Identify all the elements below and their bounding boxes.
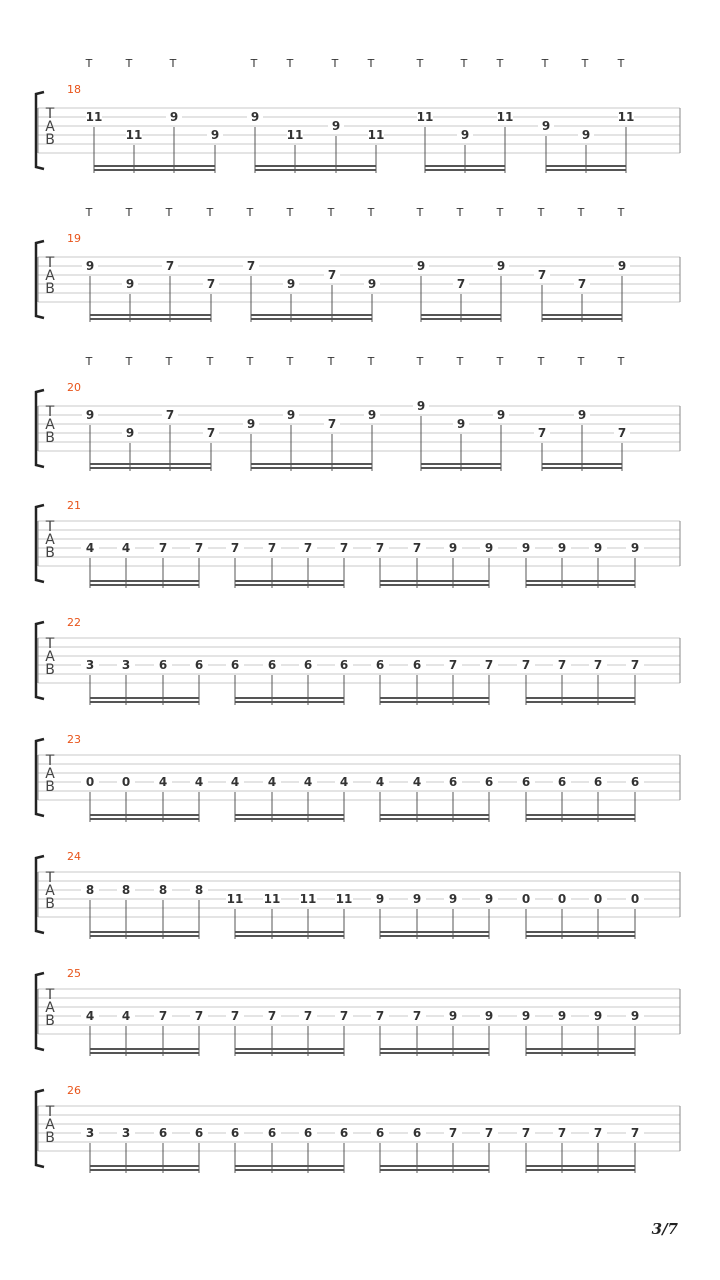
measure-number: 25 [67, 967, 81, 980]
system-bracket [36, 856, 44, 933]
fret-number: 9 [246, 417, 256, 431]
fret-number: 7 [617, 426, 627, 440]
fret-number: 9 [85, 408, 95, 422]
system-bracket [36, 622, 44, 699]
fret-number: 7 [303, 541, 313, 555]
fret-number: 7 [375, 541, 385, 555]
fret-number: 11 [335, 892, 353, 906]
fret-number: 4 [158, 775, 168, 789]
tap-marker: T [169, 57, 177, 70]
fret-number: 8 [194, 883, 204, 897]
fret-number: 6 [630, 775, 640, 789]
fret-number: 4 [267, 775, 277, 789]
fret-number: 6 [557, 775, 567, 789]
tab-clef-letter: A [45, 883, 55, 899]
fret-number: 9 [286, 408, 296, 422]
fret-number: 9 [375, 892, 385, 906]
fret-number: 7 [557, 1126, 567, 1140]
tab-clef-letter: B [45, 281, 55, 297]
fret-number: 6 [484, 775, 494, 789]
fret-number: 9 [448, 541, 458, 555]
fret-number: 3 [85, 1126, 95, 1140]
fret-number: 9 [412, 892, 422, 906]
fret-number: 9 [521, 541, 531, 555]
tap-marker: T [286, 57, 294, 70]
tap-marker: T [496, 206, 504, 219]
fret-number: 4 [121, 1009, 131, 1023]
page-number: 3/7 [651, 1220, 678, 1238]
system-bracket [36, 973, 44, 1050]
system-20 [36, 355, 680, 471]
tab-clef-letter: T [45, 519, 55, 535]
fret-number: 7 [537, 268, 547, 282]
fret-number: 7 [165, 408, 175, 422]
fret-number: 9 [367, 408, 377, 422]
fret-number: 7 [484, 1126, 494, 1140]
fret-number: 11 [617, 110, 635, 124]
tab-clef-letter: B [45, 1013, 55, 1029]
tap-marker: T [206, 355, 214, 368]
fret-number: 9 [484, 892, 494, 906]
fret-number: 11 [85, 110, 103, 124]
fret-number: 4 [194, 775, 204, 789]
fret-number: 7 [194, 541, 204, 555]
tab-clef-letter: T [45, 636, 55, 652]
fret-number: 6 [194, 1126, 204, 1140]
measure-number: 20 [67, 381, 81, 394]
fret-number: 9 [541, 119, 551, 133]
fret-number: 7 [206, 277, 216, 291]
fret-number: 6 [448, 775, 458, 789]
tab-clef-letter: A [45, 119, 55, 135]
tap-marker: T [617, 355, 625, 368]
fret-number: 7 [448, 658, 458, 672]
system-21 [36, 499, 680, 588]
system-22 [36, 616, 680, 705]
fret-number: 3 [85, 658, 95, 672]
measure-number: 24 [67, 850, 81, 863]
fret-number: 7 [158, 1009, 168, 1023]
fret-number: 9 [630, 541, 640, 555]
fret-number: 8 [121, 883, 131, 897]
tap-marker: T [367, 57, 375, 70]
fret-number: 8 [158, 883, 168, 897]
measure-number: 19 [67, 232, 81, 245]
tap-marker: T [367, 355, 375, 368]
fret-number: 7 [537, 426, 547, 440]
measure-number: 21 [67, 499, 81, 512]
fret-number: 9 [630, 1009, 640, 1023]
fret-number: 4 [85, 1009, 95, 1023]
tab-clef-letter: A [45, 417, 55, 433]
tap-marker: T [577, 206, 585, 219]
fret-number: 9 [593, 1009, 603, 1023]
tap-marker: T [537, 355, 545, 368]
tab-clef-letter: A [45, 766, 55, 782]
fret-number: 7 [630, 658, 640, 672]
fret-number: 7 [630, 1126, 640, 1140]
measure-number: 23 [67, 733, 81, 746]
system-24 [36, 850, 680, 939]
fret-number: 7 [206, 426, 216, 440]
tap-marker: T [165, 206, 173, 219]
fret-number: 6 [339, 1126, 349, 1140]
tap-marker: T [416, 57, 424, 70]
fret-number: 3 [121, 1126, 131, 1140]
fret-number: 9 [125, 426, 135, 440]
tap-marker: T [246, 355, 254, 368]
fret-number: 6 [412, 658, 422, 672]
fret-number: 7 [267, 1009, 277, 1023]
tab-clef-letter: B [45, 545, 55, 561]
fret-number: 6 [339, 658, 349, 672]
fret-number: 9 [617, 259, 627, 273]
tap-marker: T [286, 355, 294, 368]
fret-number: 0 [121, 775, 131, 789]
tap-marker: T [327, 355, 335, 368]
fret-number: 9 [521, 1009, 531, 1023]
fret-number: 9 [416, 399, 426, 413]
fret-number: 4 [121, 541, 131, 555]
fret-number: 7 [327, 268, 337, 282]
tab-clef-letter: B [45, 896, 55, 912]
system-bracket [36, 505, 44, 582]
measure-number: 26 [67, 1084, 81, 1097]
tap-marker: T [577, 355, 585, 368]
fret-number: 7 [230, 1009, 240, 1023]
fret-number: 9 [484, 541, 494, 555]
tap-marker: T [456, 206, 464, 219]
fret-number: 7 [593, 1126, 603, 1140]
fret-number: 7 [339, 1009, 349, 1023]
fret-number: 9 [460, 128, 470, 142]
fret-number: 6 [230, 1126, 240, 1140]
tap-marker: T [617, 206, 625, 219]
fret-number: 7 [194, 1009, 204, 1023]
tap-marker: T [125, 57, 133, 70]
fret-number: 6 [412, 1126, 422, 1140]
fret-number: 9 [286, 277, 296, 291]
tap-marker: T [617, 57, 625, 70]
fret-number: 6 [158, 1126, 168, 1140]
fret-number: 0 [557, 892, 567, 906]
tab-clef-letter: T [45, 987, 55, 1003]
tab-clef-letter: A [45, 649, 55, 665]
fret-number: 9 [484, 1009, 494, 1023]
system-bracket [36, 241, 44, 318]
fret-number: 6 [375, 1126, 385, 1140]
tab-clef-letter: A [45, 532, 55, 548]
fret-number: 9 [250, 110, 260, 124]
tap-marker: T [125, 206, 133, 219]
fret-number: 9 [496, 408, 506, 422]
fret-number: 9 [557, 1009, 567, 1023]
fret-number: 11 [416, 110, 434, 124]
fret-number: 7 [303, 1009, 313, 1023]
fret-number: 7 [246, 259, 256, 273]
tap-marker: T [456, 355, 464, 368]
fret-number: 4 [230, 775, 240, 789]
fret-number: 7 [484, 658, 494, 672]
fret-number: 11 [263, 892, 281, 906]
system-23 [36, 733, 680, 822]
system-25 [36, 967, 680, 1056]
tap-marker: T [537, 206, 545, 219]
fret-number: 11 [125, 128, 143, 142]
tab-clef-letter: T [45, 753, 55, 769]
fret-number: 6 [303, 1126, 313, 1140]
fret-number: 11 [286, 128, 304, 142]
fret-number: 4 [375, 775, 385, 789]
fret-number: 7 [521, 1126, 531, 1140]
fret-number: 4 [303, 775, 313, 789]
fret-number: 0 [85, 775, 95, 789]
fret-number: 7 [327, 417, 337, 431]
fret-number: 11 [367, 128, 385, 142]
fret-number: 9 [85, 259, 95, 273]
fret-number: 7 [165, 259, 175, 273]
tab-clef-letter: B [45, 430, 55, 446]
fret-number: 6 [267, 658, 277, 672]
tab-clef-letter: A [45, 1000, 55, 1016]
tap-marker: T [496, 355, 504, 368]
tap-marker: T [250, 57, 258, 70]
fret-number: 7 [412, 541, 422, 555]
system-bracket [36, 92, 44, 169]
system-bracket [36, 390, 44, 467]
system-18 [36, 57, 680, 173]
fret-number: 6 [158, 658, 168, 672]
fret-number: 7 [557, 658, 567, 672]
tab-clef-letter: T [45, 870, 55, 886]
fret-number: 7 [375, 1009, 385, 1023]
fret-number: 7 [448, 1126, 458, 1140]
fret-number: 9 [331, 119, 341, 133]
tap-marker: T [416, 206, 424, 219]
fret-number: 9 [496, 259, 506, 273]
tab-clef-letter: T [45, 1104, 55, 1120]
tap-marker: T [496, 57, 504, 70]
fret-number: 11 [496, 110, 514, 124]
fret-number: 7 [158, 541, 168, 555]
fret-number: 9 [557, 541, 567, 555]
fret-number: 6 [303, 658, 313, 672]
tap-marker: T [541, 57, 549, 70]
fret-number: 0 [630, 892, 640, 906]
system-bracket [36, 739, 44, 816]
tap-marker: T [331, 57, 339, 70]
fret-number: 7 [267, 541, 277, 555]
tab-clef-letter: T [45, 106, 55, 122]
tap-marker: T [327, 206, 335, 219]
fret-number: 9 [456, 417, 466, 431]
fret-number: 3 [121, 658, 131, 672]
fret-number: 7 [521, 658, 531, 672]
fret-number: 9 [593, 541, 603, 555]
fret-number: 9 [125, 277, 135, 291]
fret-number: 9 [448, 892, 458, 906]
measure-number: 22 [67, 616, 81, 629]
fret-number: 6 [593, 775, 603, 789]
tab-clef-letter: T [45, 404, 55, 420]
fret-number: 6 [194, 658, 204, 672]
fret-number: 9 [448, 1009, 458, 1023]
tab-clef-letter: A [45, 268, 55, 284]
fret-number: 4 [339, 775, 349, 789]
fret-number: 4 [412, 775, 422, 789]
tab-clef-letter: B [45, 132, 55, 148]
fret-number: 6 [267, 1126, 277, 1140]
fret-number: 4 [85, 541, 95, 555]
tap-marker: T [206, 206, 214, 219]
tap-marker: T [85, 206, 93, 219]
fret-number: 9 [210, 128, 220, 142]
fret-number: 9 [169, 110, 179, 124]
fret-number: 7 [593, 658, 603, 672]
fret-number: 9 [416, 259, 426, 273]
system-19 [36, 206, 680, 322]
fret-number: 6 [230, 658, 240, 672]
fret-number: 7 [412, 1009, 422, 1023]
fret-number: 7 [577, 277, 587, 291]
system-bracket [36, 1090, 44, 1167]
system-26 [36, 1084, 680, 1173]
fret-number: 7 [456, 277, 466, 291]
tab-clef-letter: B [45, 662, 55, 678]
tap-marker: T [165, 355, 173, 368]
fret-number: 7 [339, 541, 349, 555]
fret-number: 11 [226, 892, 244, 906]
fret-number: 6 [375, 658, 385, 672]
tap-marker: T [85, 355, 93, 368]
fret-number: 7 [230, 541, 240, 555]
tab-clef-letter: T [45, 255, 55, 271]
tab-clef-letter: A [45, 1117, 55, 1133]
fret-number: 8 [85, 883, 95, 897]
fret-number: 11 [299, 892, 317, 906]
tap-marker: T [460, 57, 468, 70]
fret-number: 9 [367, 277, 377, 291]
tap-marker: T [367, 206, 375, 219]
tap-marker: T [125, 355, 133, 368]
tap-marker: T [286, 206, 294, 219]
fret-number: 0 [593, 892, 603, 906]
tap-marker: T [416, 355, 424, 368]
tab-clef-letter: B [45, 779, 55, 795]
fret-number: 9 [577, 408, 587, 422]
tap-marker: T [85, 57, 93, 70]
fret-number: 0 [521, 892, 531, 906]
fret-number: 9 [581, 128, 591, 142]
measure-number: 18 [67, 83, 81, 96]
tap-marker: T [581, 57, 589, 70]
tap-marker: T [246, 206, 254, 219]
tab-clef-letter: B [45, 1130, 55, 1146]
fret-number: 6 [521, 775, 531, 789]
